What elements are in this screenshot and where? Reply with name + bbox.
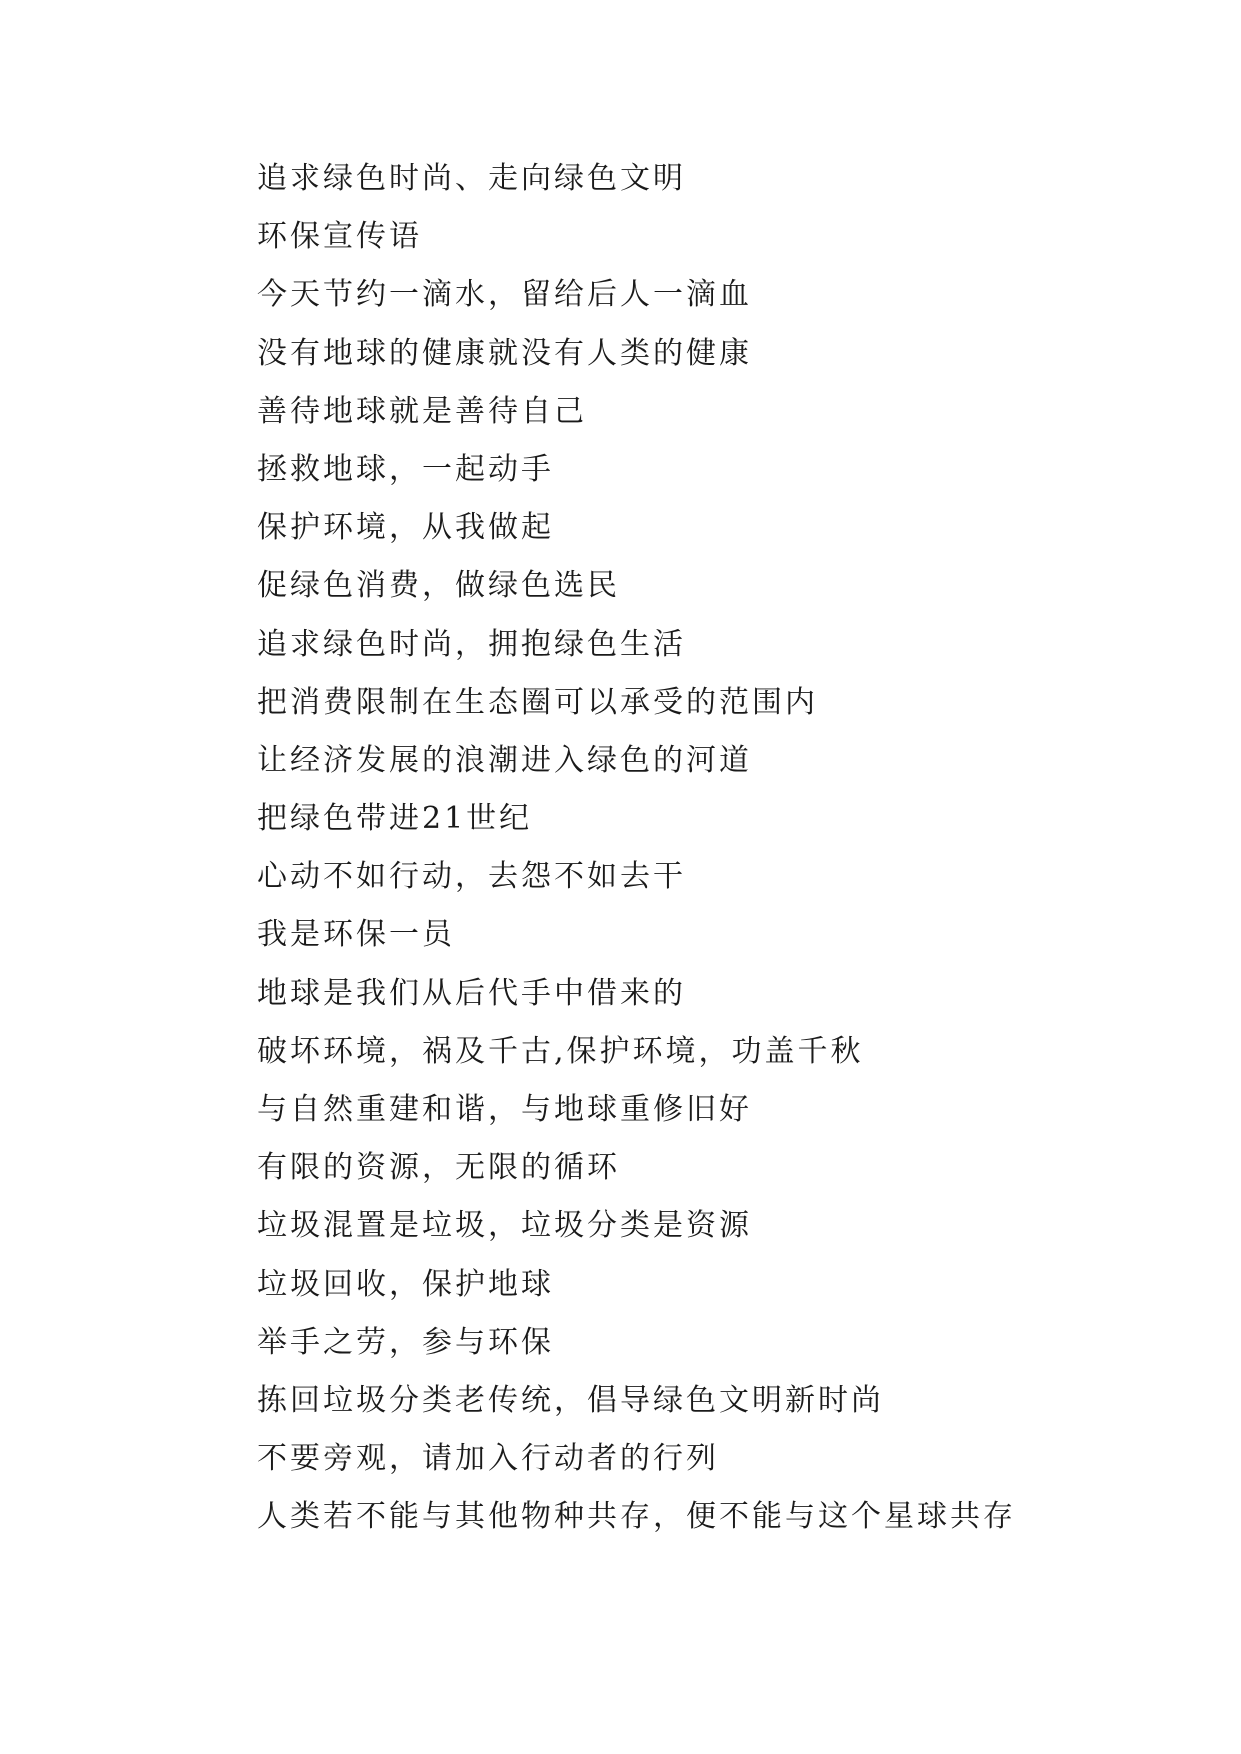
slogan-line: 保护环境，从我做起	[257, 510, 554, 546]
slogan-line: 与自然重建和谐，与地球重修旧好	[257, 1092, 752, 1127]
slogan-line: 举手之劳，参与环保	[257, 1324, 554, 1360]
slogan-line: 地球是我们从后代手中借来的	[257, 975, 686, 1011]
slogan-line: 善待地球就是善待自己	[257, 393, 587, 429]
slogan-line: 让经济发展的浪潮进入绿色的河道	[257, 742, 752, 778]
slogan-line: 拣回垃圾分类老传统，倡导绿色文明新时尚	[257, 1382, 884, 1418]
slogan-line: 破坏环境，祸及千古,保护环境，功盖千秋	[257, 1033, 864, 1069]
slogan-line: 我是环保一员	[257, 917, 455, 953]
slogan-line: 没有地球的健康就没有人类的健康	[257, 335, 752, 371]
slogan-line: 不要旁观，请加入行动者的行列	[257, 1441, 719, 1477]
slogan-line: 把消费限制在生态圈可以承受的范围内	[257, 684, 818, 720]
slogan-line: 有限的资源，无限的循环	[257, 1150, 620, 1186]
slogan-line: 促绿色消费，做绿色选民	[257, 568, 620, 604]
slogan-line: 心动不如行动，去怨不如去干	[257, 859, 686, 895]
slogan-line: 追求绿色时尚，拥抱绿色生活	[257, 626, 686, 662]
slogan-line: 人类若不能与其他物种共存，便不能与这个星球共存	[257, 1499, 1016, 1535]
slogan-line: 今天节约一滴水，留给后人一滴血	[257, 277, 752, 313]
document-body	[257, 160, 1157, 1557]
document-title: 追求绿色时尚、走向绿色文明	[257, 161, 686, 196]
document-subtitle: 环保宣传语	[257, 219, 422, 255]
slogan-line: 垃圾混置是垃圾，垃圾分类是资源	[257, 1208, 752, 1244]
slogan-line: 拯救地球，一起动手	[257, 451, 554, 487]
slogan-line: 垃圾回收，保护地球	[257, 1266, 554, 1302]
slogan-line: 把绿色带进21世纪	[257, 801, 533, 837]
